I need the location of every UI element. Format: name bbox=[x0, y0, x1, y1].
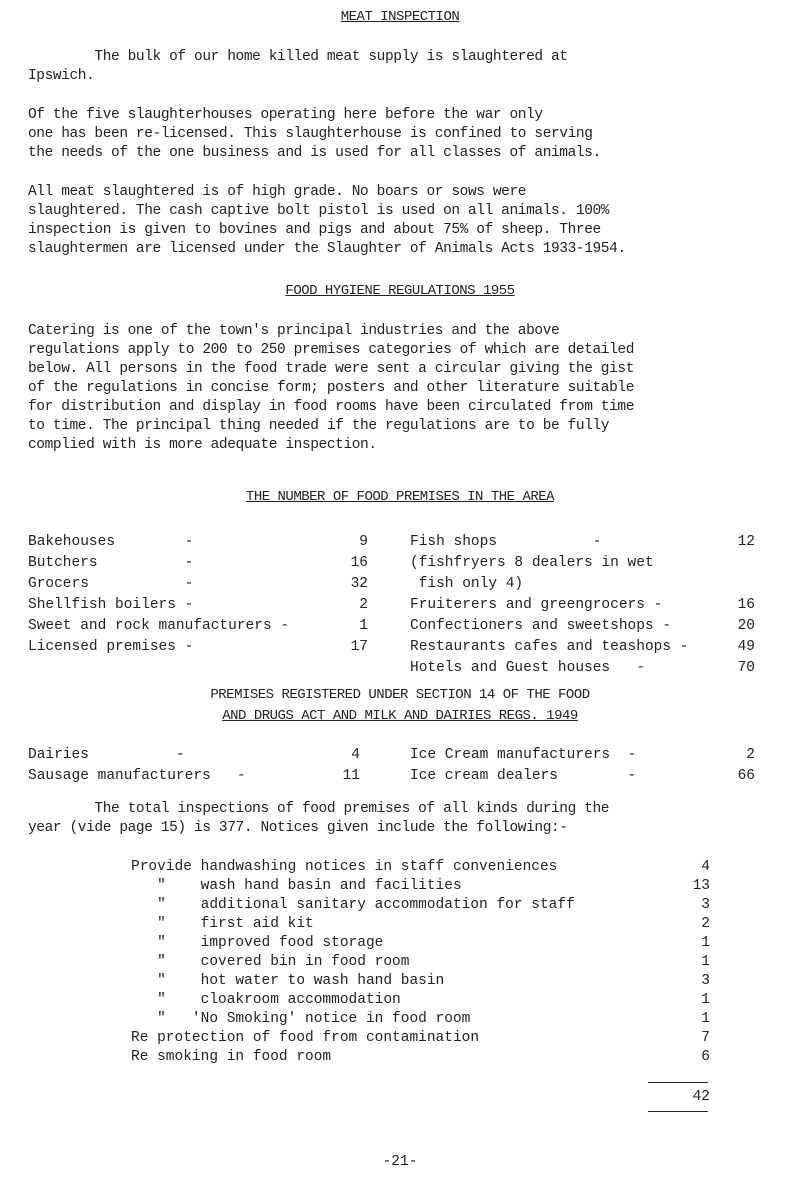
premises-label: Shellfish boilers - bbox=[28, 597, 194, 613]
notice-count: 4 bbox=[701, 859, 710, 875]
premises-count: 4 bbox=[351, 747, 360, 763]
notice-row bbox=[0, 1010, 800, 1029]
premises-label: Dairies - bbox=[28, 747, 185, 763]
notice-label: " cloakroom accommodation bbox=[131, 992, 401, 1008]
premises-row bbox=[410, 575, 755, 596]
page-number: -21- bbox=[382, 1154, 418, 1170]
premises-label: Hotels and Guest houses - bbox=[410, 660, 645, 676]
registered-heading-line1: PREMISES REGISTERED UNDER SECTION 14 OF THE FOOD bbox=[210, 687, 590, 703]
food-premises-heading: THE NUMBER OF FOOD PREMISES IN THE AREA bbox=[245, 489, 555, 505]
notice-label: Re smoking in food room bbox=[131, 1049, 332, 1065]
notice-label: " hot water to wash hand basin bbox=[131, 973, 445, 989]
notice-row bbox=[0, 953, 800, 972]
premises-row bbox=[410, 554, 755, 575]
premises-label: Fruiterers and greengrocers - bbox=[410, 597, 663, 613]
premises-count: 2 bbox=[359, 597, 368, 613]
notice-count: 6 bbox=[701, 1049, 710, 1065]
premises-row bbox=[410, 596, 755, 617]
notice-count: 3 bbox=[701, 973, 710, 989]
notices-total: 42 bbox=[692, 1089, 710, 1105]
premises-count: 16 bbox=[350, 555, 368, 571]
meat-inspection-heading: MEAT INSPECTION bbox=[340, 9, 460, 25]
paragraph-inspections: The total inspections of food premises of all kinds during the year (vide page 15) is 377. Notices given include the following:- bbox=[28, 801, 610, 836]
premises-count: 70 bbox=[737, 660, 755, 676]
notice-count: 7 bbox=[701, 1030, 710, 1046]
premises-count: 66 bbox=[737, 768, 755, 784]
premises-count: 12 bbox=[737, 534, 755, 550]
premises-label: Ice cream dealers - bbox=[410, 768, 637, 784]
notice-count: 1 bbox=[701, 954, 710, 970]
premises-count: 32 bbox=[350, 576, 368, 592]
premises-row bbox=[28, 575, 368, 596]
notice-row bbox=[0, 991, 800, 1010]
paragraph-meat-supply: The bulk of our home killed meat supply is slaughtered at Ipswich. bbox=[28, 49, 568, 84]
notice-count: 1 bbox=[701, 992, 710, 1008]
paragraph-slaughterhouses: Of the five slaughterhouses operating here before the war only one has been re-licensed. This slaughterhouse is confined to serving the needs of the one business and is used for all classes of animals. bbox=[28, 107, 601, 161]
premises-label: Restaurants cafes and teashops - bbox=[410, 639, 689, 655]
notice-label: " first aid kit bbox=[131, 916, 314, 932]
notice-label: " additional sanitary accommodation for staff bbox=[131, 897, 575, 913]
paragraph-catering: Catering is one of the town's principal industries and the above regulations apply to 200 to 250 premises categories of which are detailed below. All persons in the food trade were sent a circular giving the gist of the regulations in concise form; posters and other literature suitable for distribution and display in food rooms have been circulated from time to time. The principal thing needed if the regulations are to be fully complied with is more adequate inspection. bbox=[28, 323, 635, 453]
notice-label: " covered bin in food room bbox=[131, 954, 410, 970]
premises-count: 2 bbox=[746, 747, 755, 763]
notice-count: 2 bbox=[701, 916, 710, 932]
notice-label: " 'No Smoking' notice in food room bbox=[131, 1011, 471, 1027]
notice-row bbox=[0, 1029, 800, 1048]
premises-label: Confectioners and sweetshops - bbox=[410, 618, 672, 634]
registered-heading-line2: AND DRUGS ACT AND MILK AND DAIRIES REGS. 1949 bbox=[222, 708, 578, 724]
premises-row bbox=[28, 617, 368, 638]
notice-row bbox=[0, 896, 800, 915]
premises-label: Grocers - bbox=[28, 576, 194, 592]
premises-row bbox=[28, 533, 368, 554]
premises-count: 16 bbox=[737, 597, 755, 613]
notice-count: 13 bbox=[692, 878, 710, 894]
registered-left-list bbox=[28, 746, 360, 788]
notice-row bbox=[0, 972, 800, 991]
notice-row bbox=[0, 877, 800, 896]
notice-label: " wash hand basin and facilities bbox=[131, 878, 462, 894]
premises-row bbox=[410, 617, 755, 638]
premises-row bbox=[410, 659, 755, 680]
premises-count: 9 bbox=[359, 534, 368, 550]
premises-row bbox=[410, 746, 755, 767]
notice-count: 1 bbox=[701, 935, 710, 951]
notice-row bbox=[0, 858, 800, 877]
premises-row bbox=[28, 746, 360, 767]
paragraph-meat-grade: All meat slaughtered is of high grade. No boars or sows were slaughtered. The cash captive bolt pistol is used on all animals. 100% inspection is given to bovines and pigs and about 75% of sheep. Three slaughtermen are licensed under the Slaughter of Animals Acts 1933-1954. bbox=[28, 184, 626, 257]
premises-label: Butchers - bbox=[28, 555, 194, 571]
notice-row bbox=[0, 934, 800, 953]
total-rule-top bbox=[648, 1082, 708, 1083]
premises-label: Sweet and rock manufacturers - bbox=[28, 618, 290, 634]
premises-row bbox=[410, 533, 755, 554]
total-rule-bottom bbox=[648, 1111, 708, 1112]
food-hygiene-heading: FOOD HYGIENE REGULATIONS 1955 bbox=[285, 283, 515, 299]
premises-left-list bbox=[28, 533, 368, 659]
notice-label: " improved food storage bbox=[131, 935, 384, 951]
premises-count: 11 bbox=[342, 768, 360, 784]
premises-row bbox=[410, 767, 755, 788]
notice-label: Re protection of food from contamination bbox=[131, 1030, 480, 1046]
notice-count: 1 bbox=[701, 1011, 710, 1027]
notice-row bbox=[0, 915, 800, 934]
premises-right-list bbox=[410, 533, 755, 680]
premises-label: Ice Cream manufacturers - bbox=[410, 747, 637, 763]
premises-row bbox=[410, 638, 755, 659]
premises-label: Bakehouses - bbox=[28, 534, 194, 550]
notice-row bbox=[0, 1048, 800, 1067]
premises-label: fish only 4) bbox=[410, 576, 524, 592]
premises-row bbox=[28, 767, 360, 788]
premises-count: 17 bbox=[350, 639, 368, 655]
premises-row bbox=[28, 638, 368, 659]
premises-label: Fish shops - bbox=[410, 534, 602, 550]
premises-row bbox=[28, 596, 368, 617]
premises-label: (fishfryers 8 dealers in wet bbox=[410, 555, 654, 571]
premises-count: 20 bbox=[737, 618, 755, 634]
premises-row bbox=[28, 554, 368, 575]
premises-count: 49 bbox=[737, 639, 755, 655]
premises-count: 1 bbox=[359, 618, 368, 634]
notice-label: Provide handwashing notices in staff conveniences bbox=[131, 859, 558, 875]
premises-label: Licensed premises - bbox=[28, 639, 194, 655]
premises-label: Sausage manufacturers - bbox=[28, 768, 246, 784]
notice-count: 3 bbox=[701, 897, 710, 913]
registered-right-list bbox=[410, 746, 755, 788]
